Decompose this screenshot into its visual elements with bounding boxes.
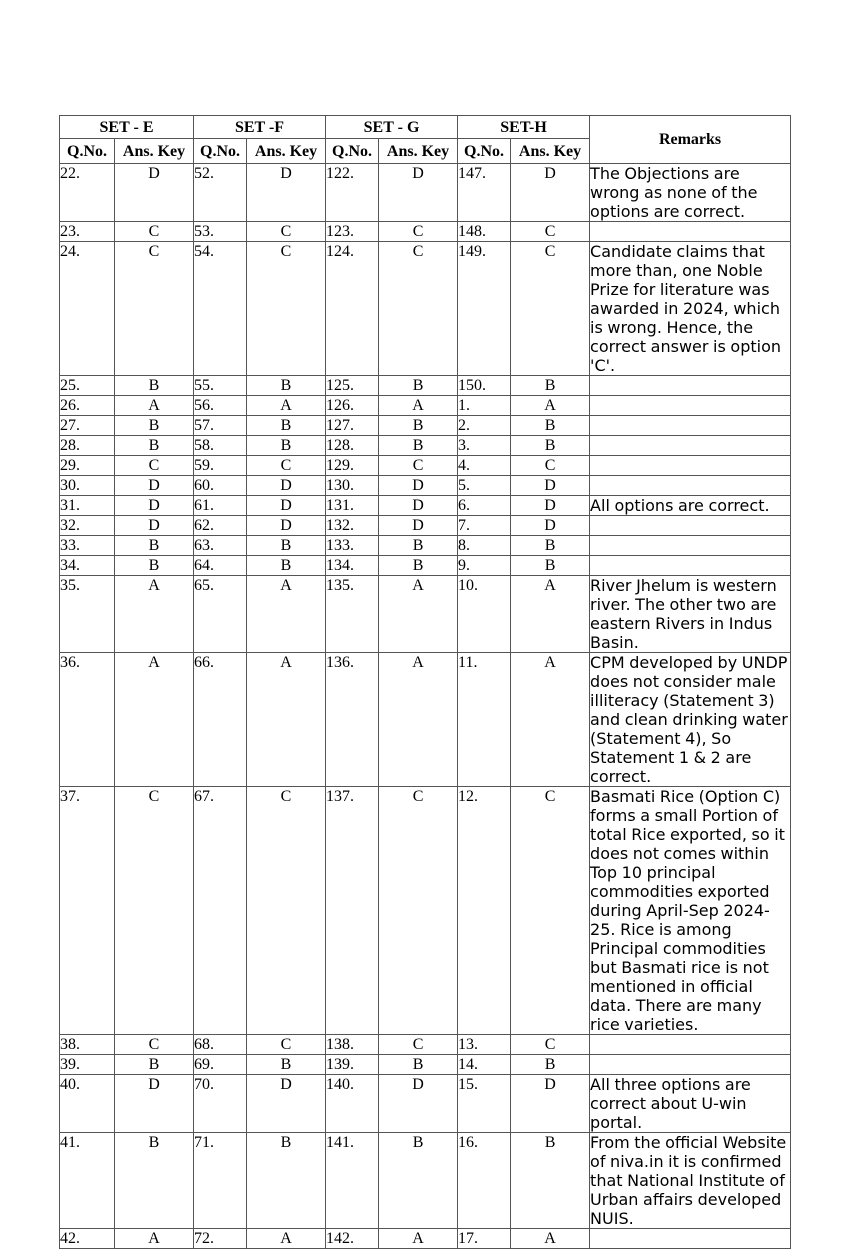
set-h-qno: 1. (458, 396, 511, 416)
table-row (60, 456, 791, 476)
set-e-answer: C (115, 1035, 194, 1055)
set-f-qno: 68. (194, 1035, 247, 1055)
qno-header: Q.No. (60, 139, 115, 164)
set-h-qno: 12. (458, 787, 511, 1035)
set-f-qno: 66. (194, 653, 247, 787)
set-g-answer: A (379, 1229, 458, 1249)
set-e-qno: 32. (60, 516, 115, 536)
ans-key-header: Ans. Key (511, 139, 590, 164)
table-row (60, 576, 791, 653)
set-g-qno: 138. (326, 1035, 379, 1055)
table-row (60, 1133, 791, 1229)
set-f-answer: B (247, 1055, 326, 1075)
set-g-qno: 142. (326, 1229, 379, 1249)
set-e-answer: B (115, 436, 194, 456)
remark-cell (590, 516, 791, 536)
set-g-answer: C (379, 242, 458, 376)
remark-cell (590, 376, 791, 396)
set-h-answer: D (511, 496, 590, 516)
set-g-qno: 132. (326, 516, 379, 536)
qno-header: Q.No. (194, 139, 247, 164)
set-e-qno: 39. (60, 1055, 115, 1075)
set-e-answer: C (115, 787, 194, 1035)
set-e-qno: 30. (60, 476, 115, 496)
set-g-answer: C (379, 787, 458, 1035)
set-g-answer: B (379, 376, 458, 396)
set-g-answer: B (379, 1055, 458, 1075)
set-f-qno: 59. (194, 456, 247, 476)
table-row (60, 1035, 791, 1055)
set-g-answer: D (379, 516, 458, 536)
set-g-answer: B (379, 536, 458, 556)
set-h-answer: D (511, 516, 590, 536)
set-g-qno: 134. (326, 556, 379, 576)
set-h-answer: B (511, 416, 590, 436)
set-g-header: SET - G (326, 116, 458, 139)
set-g-answer: C (379, 1035, 458, 1055)
set-g-qno: 137. (326, 787, 379, 1035)
remark-cell: Basmati Rice (Option C) forms a small Portion of total Rice exported, so it does not comes within Top 10 principal commodities exported during April-Sep 2024-25. Rice is among Principal commodities but Basmati rice is not mentioned in official data. There are many rice varieties. (590, 787, 791, 1035)
table-row (60, 242, 791, 376)
set-e-qno: 40. (60, 1075, 115, 1133)
set-g-answer: B (379, 556, 458, 576)
set-f-qno: 64. (194, 556, 247, 576)
remark-cell: All three options are correct about U-win portal. (590, 1075, 791, 1133)
set-h-answer: B (511, 536, 590, 556)
set-f-qno: 56. (194, 396, 247, 416)
set-f-answer: B (247, 1133, 326, 1229)
table-row (60, 1229, 791, 1249)
set-g-answer: C (379, 456, 458, 476)
remarks-header: Remarks (590, 116, 791, 164)
set-h-qno: 147. (458, 164, 511, 222)
set-g-answer: D (379, 476, 458, 496)
set-f-qno: 70. (194, 1075, 247, 1133)
set-f-answer: B (247, 416, 326, 436)
set-g-answer: D (379, 1075, 458, 1133)
set-h-qno: 3. (458, 436, 511, 456)
set-e-answer: B (115, 416, 194, 436)
set-h-answer: B (511, 376, 590, 396)
set-g-qno: 135. (326, 576, 379, 653)
set-h-qno: 9. (458, 556, 511, 576)
set-g-qno: 127. (326, 416, 379, 436)
remark-cell: CPM developed by UNDP does not consider male illiteracy (Statement 3) and clean drinking water (Statement 4), So Statement 1 & 2 are correct. (590, 653, 791, 787)
set-h-answer: D (511, 164, 590, 222)
remark-cell (590, 436, 791, 456)
set-g-qno: 139. (326, 1055, 379, 1075)
table-row (60, 787, 791, 1035)
remark-cell (590, 222, 791, 242)
set-h-answer: A (511, 396, 590, 416)
set-f-qno: 57. (194, 416, 247, 436)
set-e-qno: 37. (60, 787, 115, 1035)
set-h-answer: C (511, 222, 590, 242)
set-h-qno: 13. (458, 1035, 511, 1055)
set-h-answer: C (511, 1035, 590, 1055)
set-e-answer: A (115, 1229, 194, 1249)
set-h-answer: B (511, 1133, 590, 1229)
set-f-qno: 63. (194, 536, 247, 556)
set-f-answer: D (247, 476, 326, 496)
remark-cell: From the official Website of niva.in it is confirmed that National Institute of Urban affairs developed NUIS. (590, 1133, 791, 1229)
set-f-qno: 69. (194, 1055, 247, 1075)
qno-header: Q.No. (326, 139, 379, 164)
set-g-answer: B (379, 416, 458, 436)
set-g-answer: D (379, 496, 458, 516)
set-h-qno: 149. (458, 242, 511, 376)
table-row (60, 396, 791, 416)
set-f-answer: A (247, 653, 326, 787)
set-h-answer: C (511, 456, 590, 476)
set-h-qno: 4. (458, 456, 511, 476)
set-h-answer: A (511, 653, 590, 787)
remark-cell (590, 556, 791, 576)
set-h-qno: 16. (458, 1133, 511, 1229)
qno-header: Q.No. (458, 139, 511, 164)
table-row (60, 556, 791, 576)
set-f-qno: 62. (194, 516, 247, 536)
set-g-qno: 125. (326, 376, 379, 396)
set-g-answer: A (379, 396, 458, 416)
table-row (60, 1055, 791, 1075)
set-e-qno: 26. (60, 396, 115, 416)
set-e-answer: D (115, 476, 194, 496)
set-g-qno: 123. (326, 222, 379, 242)
set-f-answer: C (247, 222, 326, 242)
remark-cell: All options are correct. (590, 496, 791, 516)
set-f-qno: 54. (194, 242, 247, 376)
set-h-qno: 5. (458, 476, 511, 496)
remark-cell: The Objections are wrong as none of the options are correct. (590, 164, 791, 222)
table-row (60, 416, 791, 436)
set-h-qno: 14. (458, 1055, 511, 1075)
set-g-qno: 131. (326, 496, 379, 516)
table-row (60, 1075, 791, 1133)
set-e-answer: B (115, 556, 194, 576)
set-g-qno: 126. (326, 396, 379, 416)
set-e-answer: C (115, 222, 194, 242)
set-h-header: SET-H (458, 116, 590, 139)
set-e-answer: B (115, 536, 194, 556)
set-f-answer: B (247, 436, 326, 456)
remark-cell (590, 456, 791, 476)
set-g-qno: 140. (326, 1075, 379, 1133)
set-g-answer: A (379, 576, 458, 653)
table-row (60, 436, 791, 456)
set-e-qno: 24. (60, 242, 115, 376)
table-row (60, 536, 791, 556)
set-h-qno: 2. (458, 416, 511, 436)
set-f-answer: D (247, 164, 326, 222)
table-row (60, 653, 791, 787)
set-e-answer: B (115, 1055, 194, 1075)
set-f-answer: C (247, 1035, 326, 1055)
set-e-answer: A (115, 396, 194, 416)
set-f-answer: B (247, 556, 326, 576)
set-e-qno: 41. (60, 1133, 115, 1229)
set-h-answer: D (511, 476, 590, 496)
set-e-answer: B (115, 1133, 194, 1229)
set-h-qno: 8. (458, 536, 511, 556)
set-h-answer: D (511, 1075, 590, 1133)
set-h-qno: 150. (458, 376, 511, 396)
ans-key-header: Ans. Key (379, 139, 458, 164)
set-h-answer: B (511, 436, 590, 456)
remark-cell (590, 1055, 791, 1075)
set-f-qno: 61. (194, 496, 247, 516)
set-h-qno: 15. (458, 1075, 511, 1133)
set-e-qno: 34. (60, 556, 115, 576)
set-g-qno: 130. (326, 476, 379, 496)
remark-cell (590, 1229, 791, 1249)
set-f-qno: 71. (194, 1133, 247, 1229)
set-e-answer: C (115, 456, 194, 476)
set-e-answer: B (115, 376, 194, 396)
set-e-qno: 35. (60, 576, 115, 653)
set-f-qno: 55. (194, 376, 247, 396)
set-f-qno: 67. (194, 787, 247, 1035)
set-g-qno: 122. (326, 164, 379, 222)
set-g-qno: 124. (326, 242, 379, 376)
set-e-answer: D (115, 516, 194, 536)
set-e-qno: 29. (60, 456, 115, 476)
ans-key-header: Ans. Key (115, 139, 194, 164)
set-f-answer: C (247, 787, 326, 1035)
ans-key-header: Ans. Key (247, 139, 326, 164)
set-h-qno: 7. (458, 516, 511, 536)
set-h-qno: 6. (458, 496, 511, 516)
remark-cell: Candidate claims that more than, one Noble Prize for literature was awarded in 2024, which is wrong. Hence, the correct answer is option 'C'. (590, 242, 791, 376)
set-f-answer: D (247, 516, 326, 536)
table-row (60, 476, 791, 496)
set-e-qno: 27. (60, 416, 115, 436)
set-h-qno: 148. (458, 222, 511, 242)
answer-key-table (59, 115, 791, 1249)
set-f-answer: B (247, 536, 326, 556)
set-e-answer: D (115, 496, 194, 516)
remark-cell (590, 476, 791, 496)
table-row (60, 376, 791, 396)
remark-cell (590, 396, 791, 416)
set-h-answer: B (511, 1055, 590, 1075)
set-f-qno: 65. (194, 576, 247, 653)
remark-cell: River Jhelum is western river. The other two are eastern Rivers in Indus Basin. (590, 576, 791, 653)
set-f-answer: A (247, 396, 326, 416)
set-e-qno: 38. (60, 1035, 115, 1055)
set-f-answer: D (247, 1075, 326, 1133)
table-row (60, 496, 791, 516)
set-g-qno: 141. (326, 1133, 379, 1229)
set-h-qno: 10. (458, 576, 511, 653)
set-g-qno: 128. (326, 436, 379, 456)
set-e-header: SET - E (60, 116, 194, 139)
set-e-answer: A (115, 576, 194, 653)
set-e-qno: 31. (60, 496, 115, 516)
set-e-qno: 33. (60, 536, 115, 556)
remark-cell (590, 416, 791, 436)
set-f-qno: 52. (194, 164, 247, 222)
set-f-qno: 72. (194, 1229, 247, 1249)
set-g-qno: 136. (326, 653, 379, 787)
set-h-answer: B (511, 556, 590, 576)
set-f-answer: D (247, 496, 326, 516)
set-g-answer: C (379, 222, 458, 242)
set-h-qno: 11. (458, 653, 511, 787)
set-g-answer: A (379, 653, 458, 787)
table-row (60, 516, 791, 536)
set-e-answer: C (115, 242, 194, 376)
set-f-header: SET -F (194, 116, 326, 139)
set-g-answer: B (379, 1133, 458, 1229)
set-f-qno: 53. (194, 222, 247, 242)
set-e-qno: 25. (60, 376, 115, 396)
set-e-qno: 22. (60, 164, 115, 222)
set-e-qno: 36. (60, 653, 115, 787)
remark-cell (590, 1035, 791, 1055)
table-row (60, 222, 791, 242)
set-h-answer: A (511, 1229, 590, 1249)
set-g-qno: 133. (326, 536, 379, 556)
set-h-qno: 17. (458, 1229, 511, 1249)
set-h-answer: C (511, 242, 590, 376)
set-h-answer: C (511, 787, 590, 1035)
set-g-answer: B (379, 436, 458, 456)
set-f-qno: 58. (194, 436, 247, 456)
set-h-answer: A (511, 576, 590, 653)
set-g-answer: D (379, 164, 458, 222)
set-f-answer: A (247, 576, 326, 653)
set-e-qno: 28. (60, 436, 115, 456)
set-e-answer: D (115, 164, 194, 222)
set-f-answer: C (247, 456, 326, 476)
set-e-qno: 42. (60, 1229, 115, 1249)
table-row (60, 164, 791, 222)
set-f-answer: B (247, 376, 326, 396)
set-e-answer: D (115, 1075, 194, 1133)
set-f-answer: A (247, 1229, 326, 1249)
set-f-qno: 60. (194, 476, 247, 496)
set-e-answer: A (115, 653, 194, 787)
set-e-qno: 23. (60, 222, 115, 242)
remark-cell (590, 536, 791, 556)
set-g-qno: 129. (326, 456, 379, 476)
set-f-answer: C (247, 242, 326, 376)
